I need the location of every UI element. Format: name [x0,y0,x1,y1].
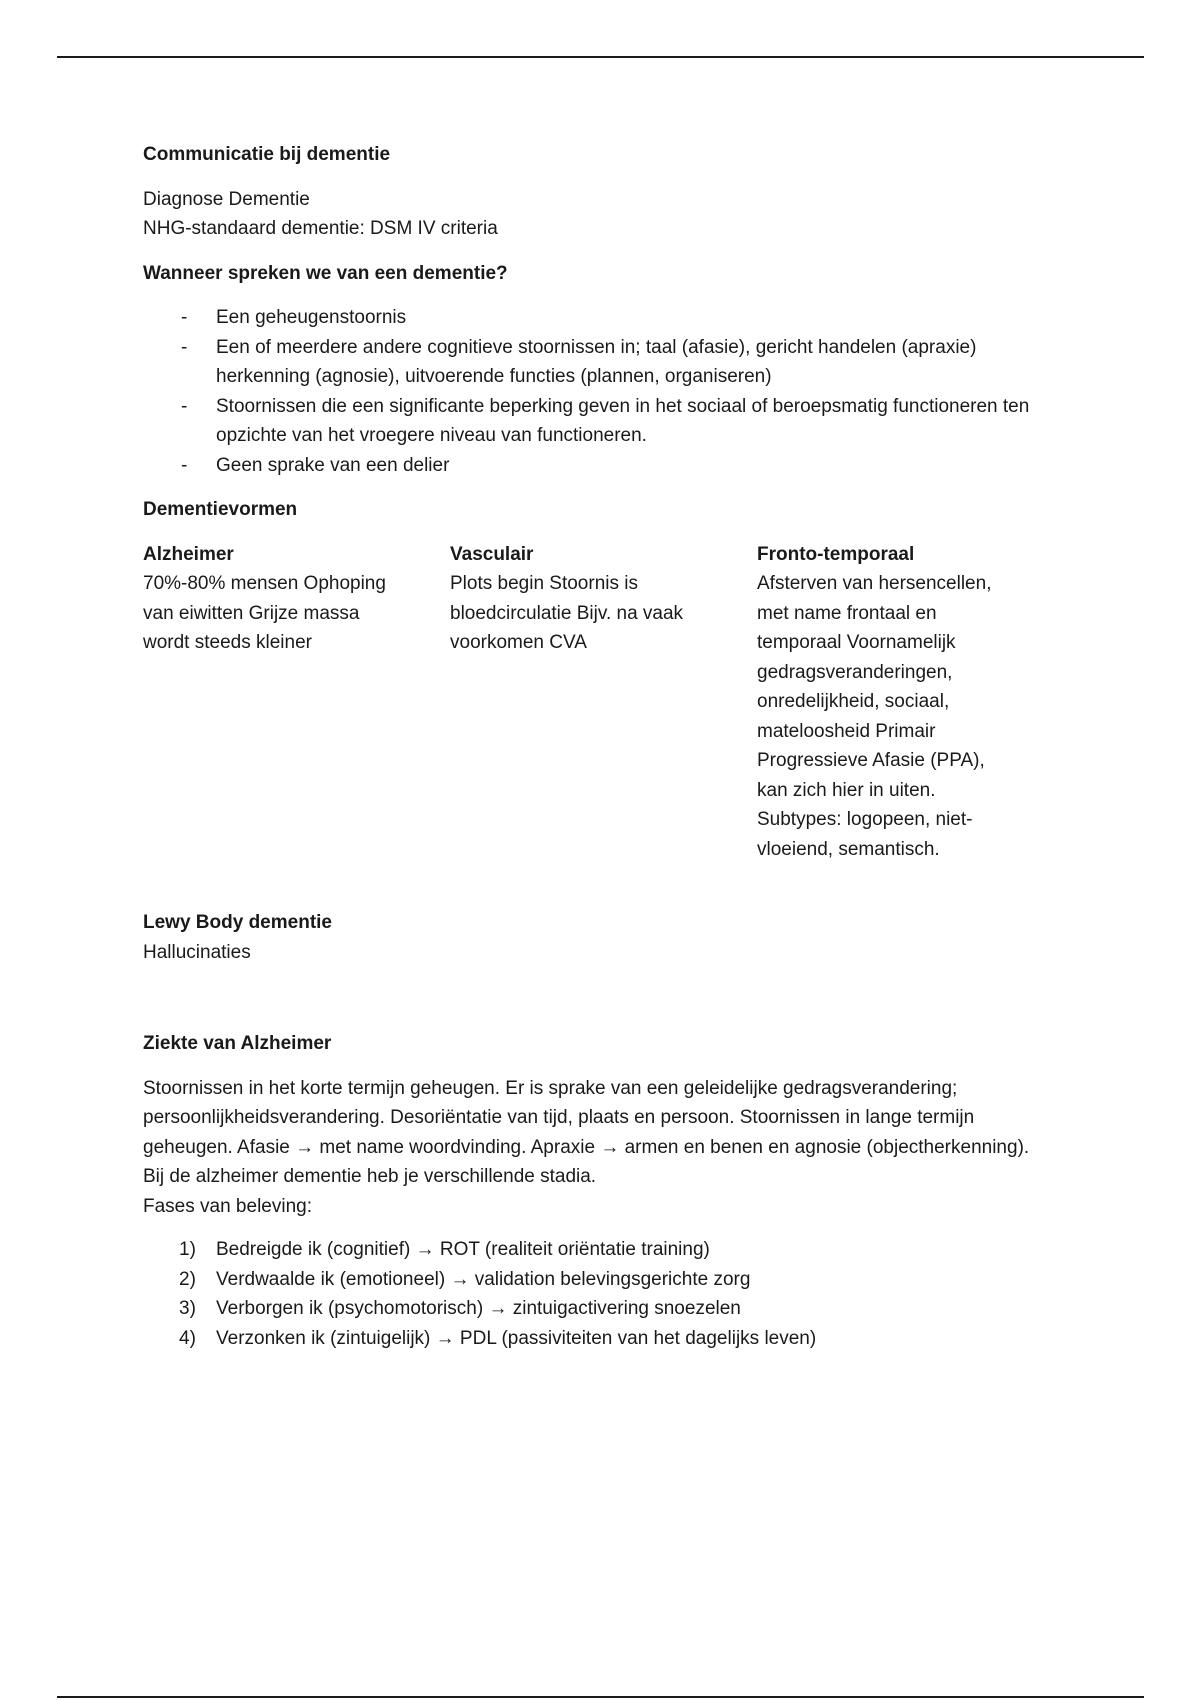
criteria-list [143,303,1063,480]
document-body [143,140,1063,1353]
column-heading: Vasculair [450,543,534,565]
column-heading: Fronto-temporaal [757,543,915,565]
alzheimer-fases: Fases van beleving: [143,1195,312,1217]
phase-item [143,1324,1063,1354]
phase-text: Verzonken ik (zintuigelijk) → PDL (passiviteiten van het dagelijks leven) [216,1327,817,1349]
criteria-heading: Wanneer spreken we van een dementie? [143,262,508,284]
column-text: Plots begin Stoornis is bloedcirculatie Bijv. na vaak voorkomen CVA [450,573,684,653]
intro-standard: NHG-standaard dementie: DSM IV criteria [143,218,498,239]
phase-item [143,1265,1063,1295]
criteria-item: - Geen sprake van een delier [143,451,1063,481]
column-alzheimer [143,540,450,865]
criteria-item: - Een of meerdere andere cognitieve stoornissen in; taal (afasie), gericht handelen (apraxie) herkenning (agnosie), uitvoerende functies (plannen, organiseren) [143,333,1063,392]
criteria-item: - Stoornissen die een significante beperking geven in het sociaal of beroepsmatig functioneren ten opzichte van het vroegere niveau van functioneren. [143,392,1063,451]
bullet-dash: - [181,307,188,328]
phase-text: Verborgen ik (psychomotorisch) → zintuigactivering snoezelen [216,1298,741,1319]
lewy-text: Hallucinaties [143,941,251,963]
alzheimer-heading: Ziekte van Alzheimer [143,1033,332,1054]
phase-number: 3) [179,1298,196,1319]
phases-list [143,1235,1063,1353]
alzheimer-paragraph: Stoornissen in het korte termijn geheugen. Er is sprake van een geleidelijke gedragsverandering; persoonlijkheidsverandering. Desoriëntatie van tijd, plaats en persoon. Stoornissen in lange termijn geheugen. Afasie → met name woordvinding. Apraxie → armen en benen en agnosie (objectherkenning). [143,1077,1030,1158]
criteria-item: - Een geheugenstoornis [143,303,1063,333]
column-heading: Alzheimer [143,543,234,565]
dementia-forms-table [143,540,1063,865]
bullet-dash: - [181,336,188,358]
phase-number: 1) [179,1239,196,1260]
bullet-dash: - [181,454,188,476]
phase-text: Bedreigde ik (cognitief) → ROT (realiteit oriëntatie training) [216,1239,710,1260]
bullet-dash: - [181,395,188,417]
header-rule [57,56,1144,58]
intro-diagnosis: Diagnose Dementie [143,188,310,210]
phase-item [143,1235,1063,1265]
column-fronto-temporaal [757,540,1017,865]
phase-item [143,1294,1063,1324]
phase-text: Verdwaalde ik (emotioneel) → validation belevingsgerichte zorg [216,1268,751,1290]
phase-number: 2) [179,1268,196,1290]
column-vasculair [450,540,757,865]
phase-number: 4) [179,1327,196,1349]
column-text: Afsterven van hersencellen, met name frontaal en temporaal Voornamelijk gedragsveranderingen, onredelijkheid, sociaal, mateloosheid Primair Progressieve Afasie (PPA), kan zich hier in uiten. Subtypes: logopeen, niet-vloeiend, semantisch. [757,573,992,860]
alzheimer-stadia: Bij de alzheimer dementie heb je verschillende stadia. [143,1166,597,1187]
forms-heading: Dementievormen [143,499,298,520]
footer-rule [57,1696,1144,1698]
document-title: Communicatie bij dementie [143,144,391,165]
lewy-heading: Lewy Body dementie [143,912,332,933]
column-text: 70%-80% mensen Ophoping van eiwitten Grijze massa wordt steeds kleiner [143,573,386,653]
